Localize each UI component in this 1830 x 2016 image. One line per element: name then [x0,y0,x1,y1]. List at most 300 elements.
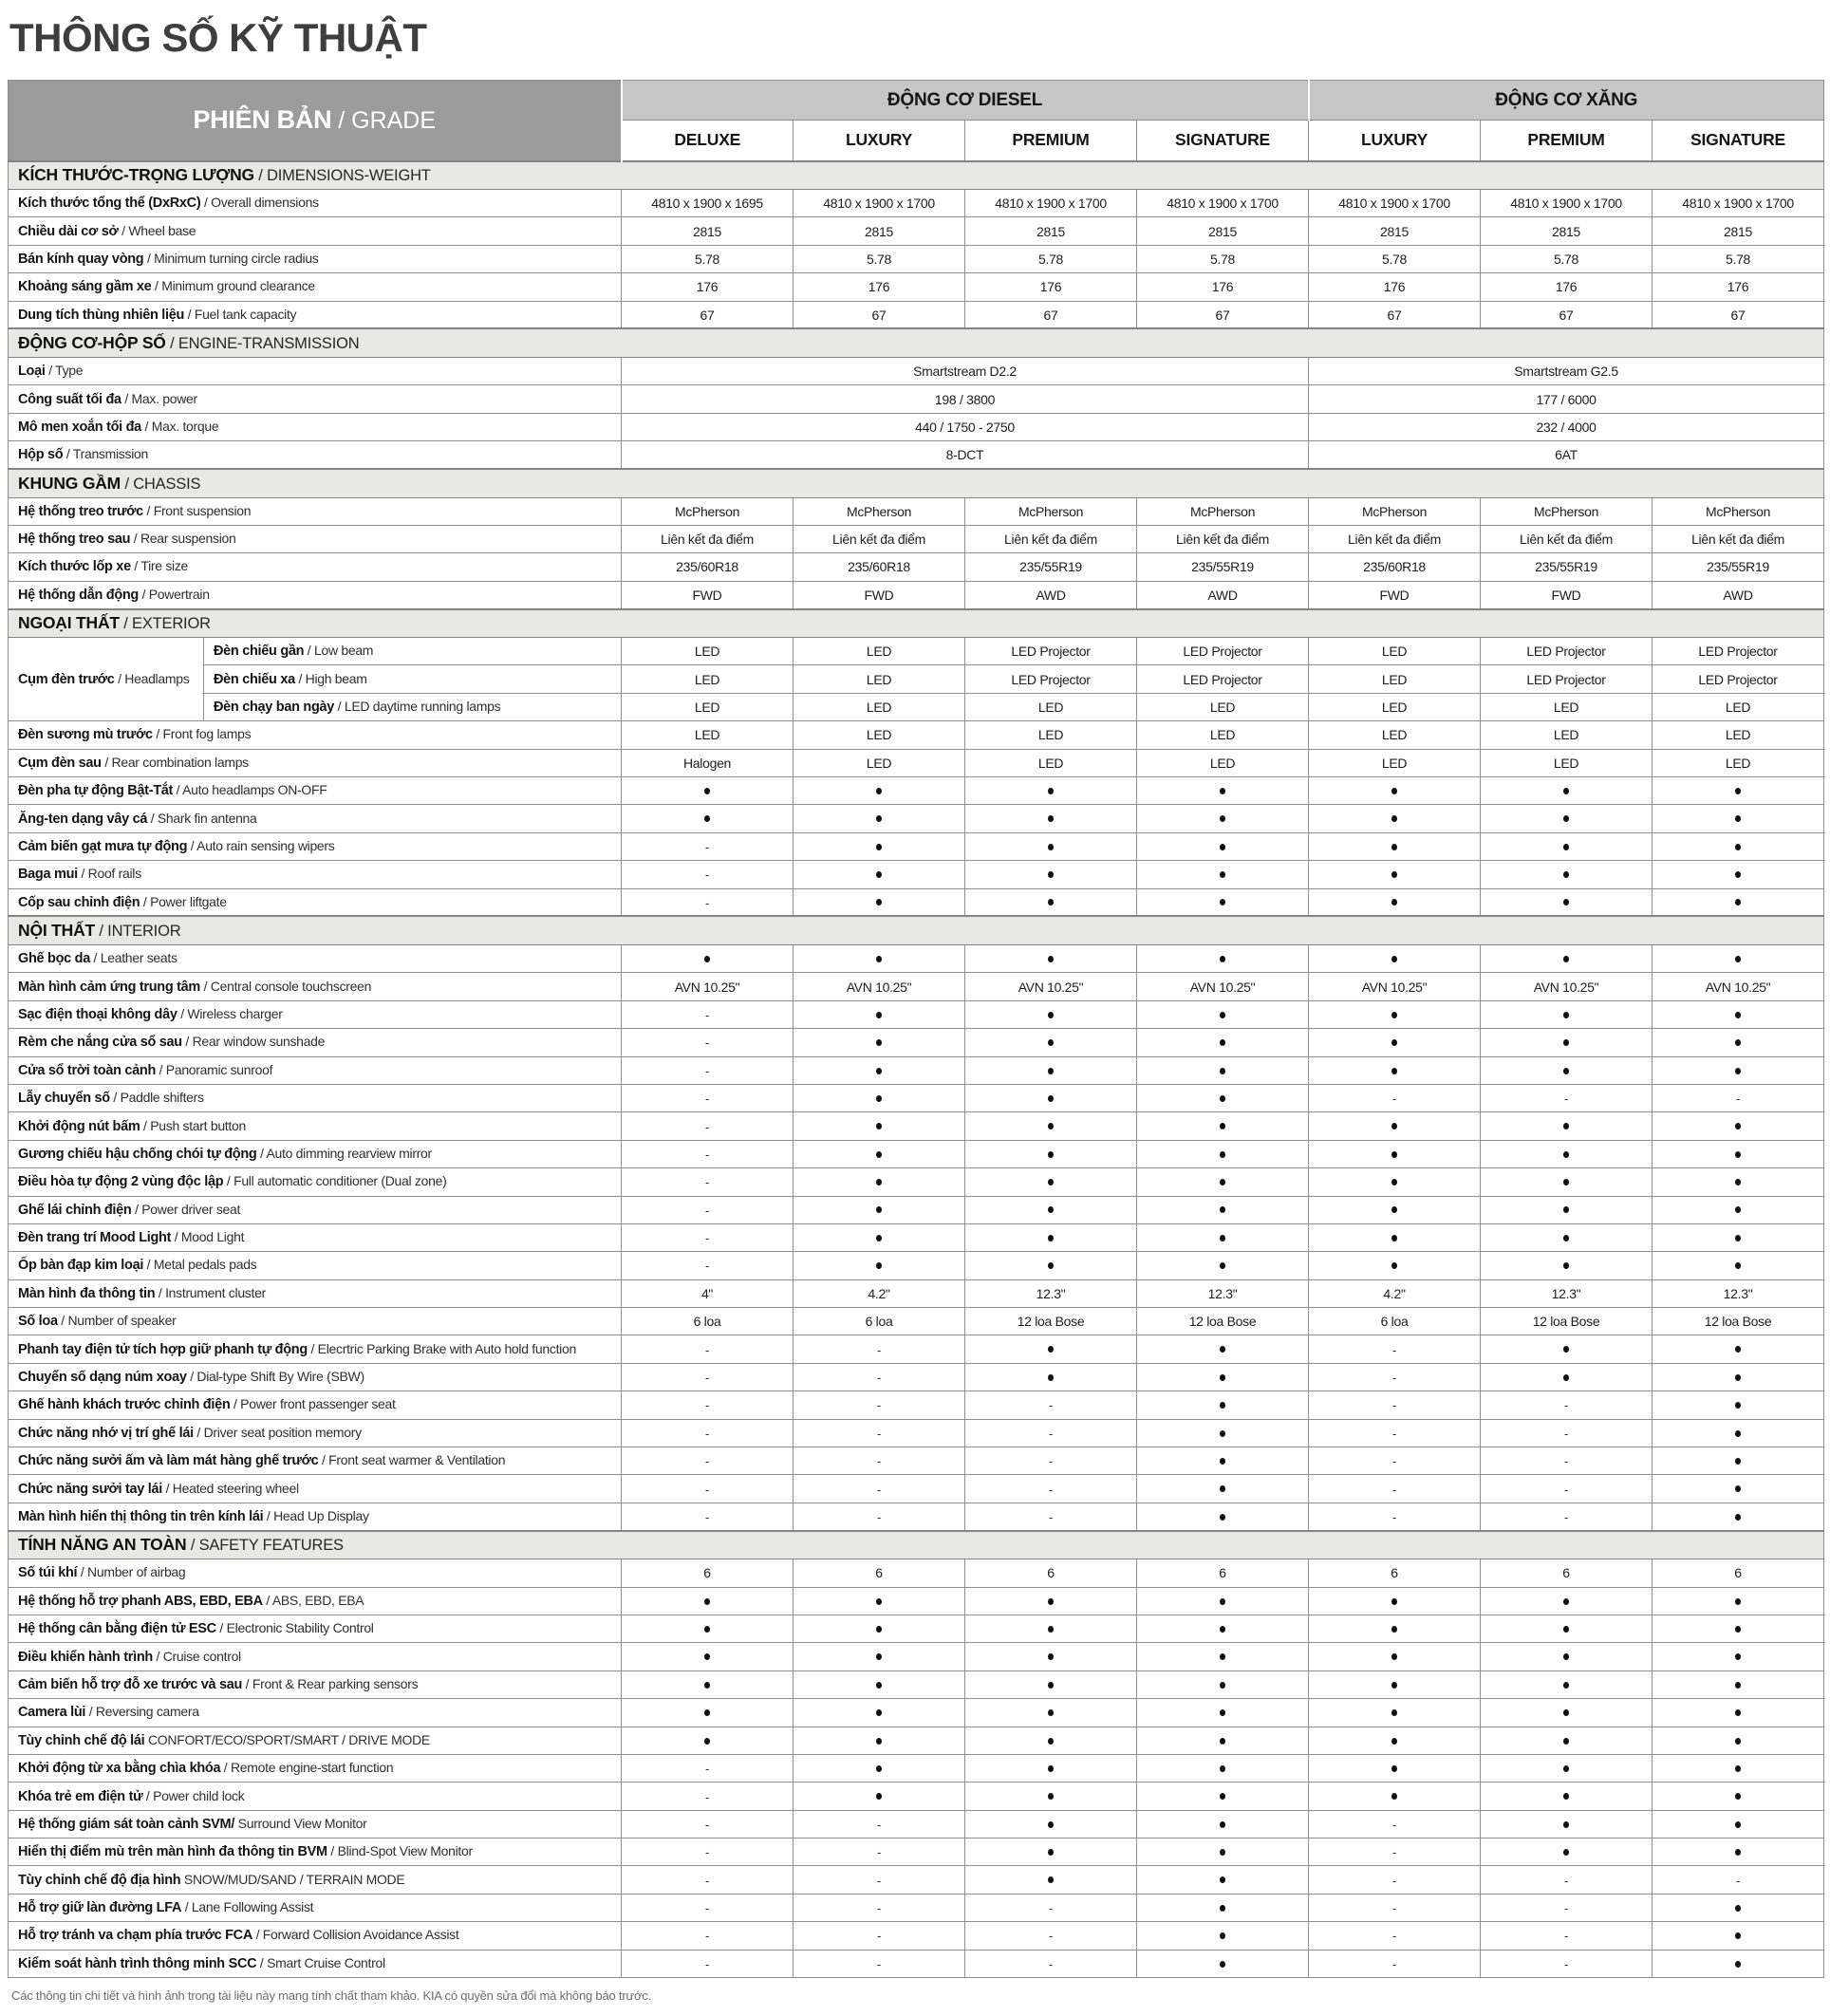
included-dot [1391,1709,1397,1716]
label-en: / Front fog lamps [152,726,252,742]
spec-value [1309,1866,1481,1894]
spec-value: 235/55R19 [1137,553,1309,581]
spec-value [622,1643,794,1671]
not-available-dash: - [705,1873,710,1888]
spec-row [9,1029,1824,1056]
label-en: / Auto dimming rearview mirror [256,1145,432,1161]
spec-value: 2815 [1481,217,1653,245]
spec-value [1137,1029,1309,1056]
label-en: / Wheel base [118,222,196,238]
label-vi: Khoảng sáng gầm xe [18,279,152,295]
spec-value: 12 loa Bose [965,1308,1137,1335]
disclaimer-text: Các thông tin chi tiết và hình ảnh trong tài liệu này mang tính chất tham khảo. KIA có quyền sửa đổi mà không báo trước. [11,1988,652,2004]
not-available-dash: - [1564,1092,1569,1107]
spec-value [1309,832,1481,860]
included-dot [1391,844,1397,850]
spec-row [9,1140,1824,1167]
not-available-dash: - [877,1509,882,1524]
spec-value: 4810 x 1900 x 1700 [1653,190,1824,217]
not-available-dash: - [877,1342,882,1357]
spec-value [622,1922,794,1950]
not-available-dash: - [1736,1092,1741,1107]
included-dot [1735,1598,1741,1605]
not-available-dash: - [705,1454,710,1469]
spec-value: AVN 10.25" [1137,973,1309,1000]
spec-value: 2815 [965,217,1137,245]
label-en: / Leather seats [89,950,177,966]
spec-value [622,1950,794,1977]
row-label [9,1335,622,1363]
spec-value [965,1252,1137,1279]
included-dot [876,956,882,962]
spec-row [9,1308,1824,1335]
spec-value [622,1419,794,1447]
included-dot [1735,1765,1741,1772]
row-sub-label [204,638,622,665]
included-dot [876,1793,882,1800]
row-label [9,1168,622,1196]
label-en: / Transmission [63,446,148,462]
spec-value [794,1727,965,1754]
included-dot [1735,899,1741,905]
label-vi: Mô men xoắn tối đa [18,419,141,435]
spec-value: AWD [1653,581,1824,608]
section-header-row [9,328,1824,357]
spec-value [1481,1839,1653,1866]
not-available-dash: - [877,1817,882,1832]
spec-value [1137,1671,1309,1698]
not-available-dash: - [705,1119,710,1134]
spec-value [1653,1727,1824,1754]
included-dot [1563,1206,1569,1213]
spec-value [965,832,1137,860]
included-dot [1563,1793,1569,1800]
included-dot [1220,1709,1225,1716]
included-dot [1735,1821,1741,1828]
included-dot [1048,1765,1054,1772]
spec-value [1481,1084,1653,1111]
spec-value: 2815 [622,217,794,245]
label-vi: Hệ thống treo sau [18,532,131,548]
spec-value [965,1727,1137,1754]
included-dot [1735,1151,1741,1158]
spec-value: FWD [1481,581,1653,608]
spec-value [794,1168,965,1196]
spec-value [1309,1335,1481,1363]
spec-value: 67 [1481,301,1653,328]
spec-value [622,1363,794,1391]
section-title-vi: KHUNG GẦM [18,473,121,493]
spec-row [9,1196,1824,1223]
spec-value [1309,1112,1481,1140]
included-dot [1563,1849,1569,1856]
included-dot [1048,1262,1054,1269]
included-dot [1220,1849,1225,1856]
spec-value [794,1391,965,1419]
included-dot [1048,1653,1054,1660]
not-available-dash: - [1049,1929,1054,1944]
included-dot [1220,1821,1225,1828]
spec-row [9,805,1824,832]
section-title-en: / ENGINE-TRANSMISSION [165,335,360,353]
spec-row [9,721,1824,749]
spec-value [794,1000,965,1028]
spec-value: 4810 x 1900 x 1700 [1481,190,1653,217]
included-dot [1735,1485,1741,1492]
spec-value [1309,1363,1481,1391]
spec-value [1309,1168,1481,1196]
spec-value [622,1140,794,1167]
spec-value [1653,1029,1824,1056]
not-available-dash: - [1392,1454,1397,1469]
section-title [9,469,1824,497]
included-dot [1563,1374,1569,1381]
spec-value: 235/60R18 [622,553,794,581]
not-available-dash: - [705,1371,710,1386]
spec-value [1137,1699,1309,1727]
spec-value [965,1754,1137,1782]
spec-value: 67 [1137,301,1309,328]
spec-value: 5.78 [1309,245,1481,272]
included-dot [1735,1626,1741,1633]
spec-value [1653,1084,1824,1111]
not-available-dash: - [877,1929,882,1944]
spec-value: Halogen [622,749,794,776]
row-label [9,1000,622,1028]
spec-value: McPherson [622,497,794,525]
spec-value [1137,1363,1309,1391]
included-dot [1220,815,1225,822]
row-label [9,944,622,972]
included-dot [1563,788,1569,794]
spec-value [1481,1643,1653,1671]
spec-value [1481,832,1653,860]
row-label [9,1615,622,1642]
spec-value [622,888,794,916]
included-dot [876,1012,882,1018]
spec-value-diesel: 198 / 3800 [622,385,1309,413]
spec-value [1481,1866,1653,1894]
spec-value [794,944,965,972]
label-vi: Ốp bàn đạp kim loại [18,1258,144,1274]
spec-value [1653,1615,1824,1642]
label-en: / Power child lock [142,1787,245,1803]
row-label [9,1727,622,1754]
spec-value [1309,1615,1481,1642]
spec-value [1481,1447,1653,1475]
spec-value [965,1000,1137,1028]
spec-value [794,1252,965,1279]
included-dot [704,1653,710,1660]
section-header-row [9,609,1824,638]
spec-value [1309,1839,1481,1866]
spec-value [1137,1754,1309,1782]
included-dot [1735,815,1741,822]
spec-value: McPherson [1481,497,1653,525]
included-dot [1220,1961,1225,1968]
label-en: / Lane Following Assist [181,1899,314,1915]
spec-value [965,1196,1137,1223]
included-dot [876,871,882,878]
spec-value: LED [1481,749,1653,776]
spec-value [1653,1363,1824,1391]
included-dot [1220,1485,1225,1492]
not-available-dash: - [1392,1342,1397,1357]
spec-value [622,777,794,805]
included-dot [876,1709,882,1716]
spec-value: 2815 [794,217,965,245]
spec-value: AVN 10.25" [965,973,1137,1000]
included-dot [1735,1235,1741,1241]
included-dot [1563,1765,1569,1772]
included-dot [1563,815,1569,822]
spec-value: 5.78 [965,245,1137,272]
section-header-row [9,916,1824,944]
spec-value [622,1056,794,1084]
grade-header-en: / GRADE [331,107,437,135]
spec-row [9,693,1824,720]
spec-value [622,1587,794,1615]
label-vi: Ghế bọc da [18,951,90,967]
included-dot [1563,956,1569,962]
spec-value [1653,1112,1824,1140]
spec-value [1309,1699,1481,1727]
included-dot [1391,1179,1397,1185]
included-dot [1391,1738,1397,1745]
spec-value [622,1699,794,1727]
included-dot [1048,1151,1054,1158]
included-dot [1563,1653,1569,1660]
label-vi: Hiển thị điểm mù trên màn hình đa thông tin BVM [18,1844,327,1860]
included-dot [1391,788,1397,794]
included-dot [1563,1738,1569,1745]
not-available-dash: - [1392,1398,1397,1413]
spec-value [1309,1950,1481,1977]
label-en: / Overall dimensions [200,195,319,211]
grade-column-6: SIGNATURE [1653,121,1824,161]
spec-value [794,832,965,860]
spec-value [1309,1196,1481,1223]
label-en: / Central console touchscreen [200,978,372,994]
included-dot [876,1095,882,1102]
not-available-dash: - [877,1426,882,1441]
included-dot [1735,1374,1741,1381]
spec-value: FWD [1309,581,1481,608]
spec-row [9,832,1824,860]
spec-value [965,1866,1137,1894]
spec-row [9,301,1824,328]
label-en: / Auto rain sensing wipers [187,838,335,853]
included-dot [1048,1738,1054,1745]
included-dot [1048,1374,1054,1381]
included-dot [876,1039,882,1046]
row-label [9,721,622,749]
label-en: / Rear suspension [130,531,236,547]
included-dot [1391,871,1397,878]
included-dot [1391,815,1397,822]
spec-value [794,1643,965,1671]
row-label [9,1922,622,1950]
spec-value [794,1671,965,1698]
label-en: / Remote engine-start function [220,1760,394,1776]
row-label [9,1447,622,1475]
label-en: / Head Up Display [263,1507,369,1523]
spec-value [1137,1056,1309,1084]
spec-value [1481,1810,1653,1838]
spec-value: 67 [1653,301,1824,328]
label-vi: Lẫy chuyển số [18,1091,110,1107]
spec-value [1481,1252,1653,1279]
not-available-dash: - [1392,1371,1397,1386]
label-en: / Max. power [121,390,197,406]
section-header-row [9,469,1824,497]
included-dot [1391,1262,1397,1269]
row-label [9,357,622,384]
included-dot [1048,1095,1054,1102]
label-vi: Hỗ trợ giữ làn đường LFA [18,1900,182,1916]
label-vi: Đèn chiếu gần [214,644,305,660]
included-dot [1391,1793,1397,1800]
label-vi: Hệ thống giám sát toàn cảnh SVM/ [18,1816,235,1832]
label-en: / Front suspension [142,502,252,518]
spec-value [1653,1671,1824,1698]
not-available-dash: - [705,1789,710,1804]
spec-value [1137,1503,1309,1530]
spec-value [622,1223,794,1251]
included-dot [704,815,710,822]
spec-value [1137,1922,1309,1950]
engine-group-gasoline: ĐỘNG CƠ XĂNG [1309,81,1824,121]
spec-value [965,1029,1137,1056]
included-dot [1735,871,1741,878]
not-available-dash: - [705,840,710,854]
spec-value: LED Projector [1653,638,1824,665]
included-dot [1220,1653,1225,1660]
included-dot [1220,788,1225,794]
spec-value: LED [965,721,1137,749]
spec-value [965,1168,1137,1196]
label-vi: Hệ thống treo trước [18,503,143,519]
not-available-dash: - [705,1845,710,1860]
spec-row [9,1056,1824,1084]
included-dot [1048,1039,1054,1046]
spec-value [1137,861,1309,888]
not-available-dash: - [1564,1426,1569,1441]
spec-value [794,1754,965,1782]
spec-value [1481,1056,1653,1084]
included-dot [876,844,882,850]
spec-value [1137,1587,1309,1615]
included-dot [1735,1179,1741,1185]
not-available-dash: - [705,1203,710,1218]
not-available-dash: - [1564,1398,1569,1413]
spec-value: 6 loa [794,1308,965,1335]
included-dot [704,1626,710,1633]
spec-value [794,1363,965,1391]
label-vi: Khởi động nút bấm [18,1118,140,1134]
not-available-dash: - [1392,1092,1397,1107]
spec-value [1653,1894,1824,1921]
included-dot [1563,1179,1569,1185]
spec-row [9,1783,1824,1810]
included-dot [1735,956,1741,962]
included-dot [876,1682,882,1689]
label-vi: Đèn chạy ban ngày [214,700,335,716]
spec-value [622,1503,794,1530]
spec-value [794,888,965,916]
spec-row [9,245,1824,272]
label-vi: Màn hình cảm ứng trung tâm [18,979,201,995]
included-dot [876,1262,882,1269]
spec-row [9,973,1824,1000]
not-available-dash: - [1049,1482,1054,1497]
not-available-dash: - [1392,1509,1397,1524]
row-label [9,497,622,525]
spec-value: 176 [1309,273,1481,301]
spec-value: 235/60R18 [794,553,965,581]
not-available-dash: - [1049,1454,1054,1469]
section-title [9,328,1824,357]
row-label [9,301,622,328]
spec-table [8,80,1824,1978]
spec-value [794,1783,965,1810]
spec-value [965,1503,1137,1530]
included-dot [1563,899,1569,905]
included-dot [1563,1598,1569,1605]
included-dot [1048,1682,1054,1689]
row-label [9,1699,622,1727]
spec-row [9,1279,1824,1307]
spec-value [965,944,1137,972]
included-dot [1391,1626,1397,1633]
not-available-dash: - [1564,1873,1569,1888]
not-available-dash: - [877,1845,882,1860]
label-en: / High beam [294,670,367,686]
included-dot [1048,1068,1054,1074]
spec-value [1481,1615,1653,1642]
page-title: THÔNG SỐ KỸ THUẬT [9,15,427,60]
spec-value: 12.3" [1481,1279,1653,1307]
spec-value [622,1335,794,1363]
spec-value: 235/55R19 [1481,553,1653,581]
not-available-dash: - [1049,1426,1054,1441]
spec-value: Liên kết đa điểm [1309,525,1481,552]
included-dot [1563,1262,1569,1269]
spec-value [965,1056,1137,1084]
included-dot [876,1738,882,1745]
not-available-dash: - [705,1929,710,1944]
included-dot [1048,1179,1054,1185]
label-vi: Phanh tay điện tử tích hợp giữ phanh tự động [18,1341,308,1357]
not-available-dash: - [705,1817,710,1832]
included-dot [1735,1905,1741,1912]
spec-value [1137,1615,1309,1642]
not-available-dash: - [1392,1873,1397,1888]
spec-value: LED [1481,721,1653,749]
not-available-dash: - [877,1454,882,1469]
spec-value [1653,1783,1824,1810]
section-header-row [9,1531,1824,1559]
spec-value: 176 [622,273,794,301]
spec-value [1481,777,1653,805]
label-en: / Rear window sunshade [181,1034,326,1050]
not-available-dash: - [705,1147,710,1162]
spec-value [1137,805,1309,832]
not-available-dash: - [1564,1482,1569,1497]
grade-column-0: DELUXE [622,121,794,161]
spec-value: LED [794,693,965,720]
spec-value [622,1168,794,1196]
